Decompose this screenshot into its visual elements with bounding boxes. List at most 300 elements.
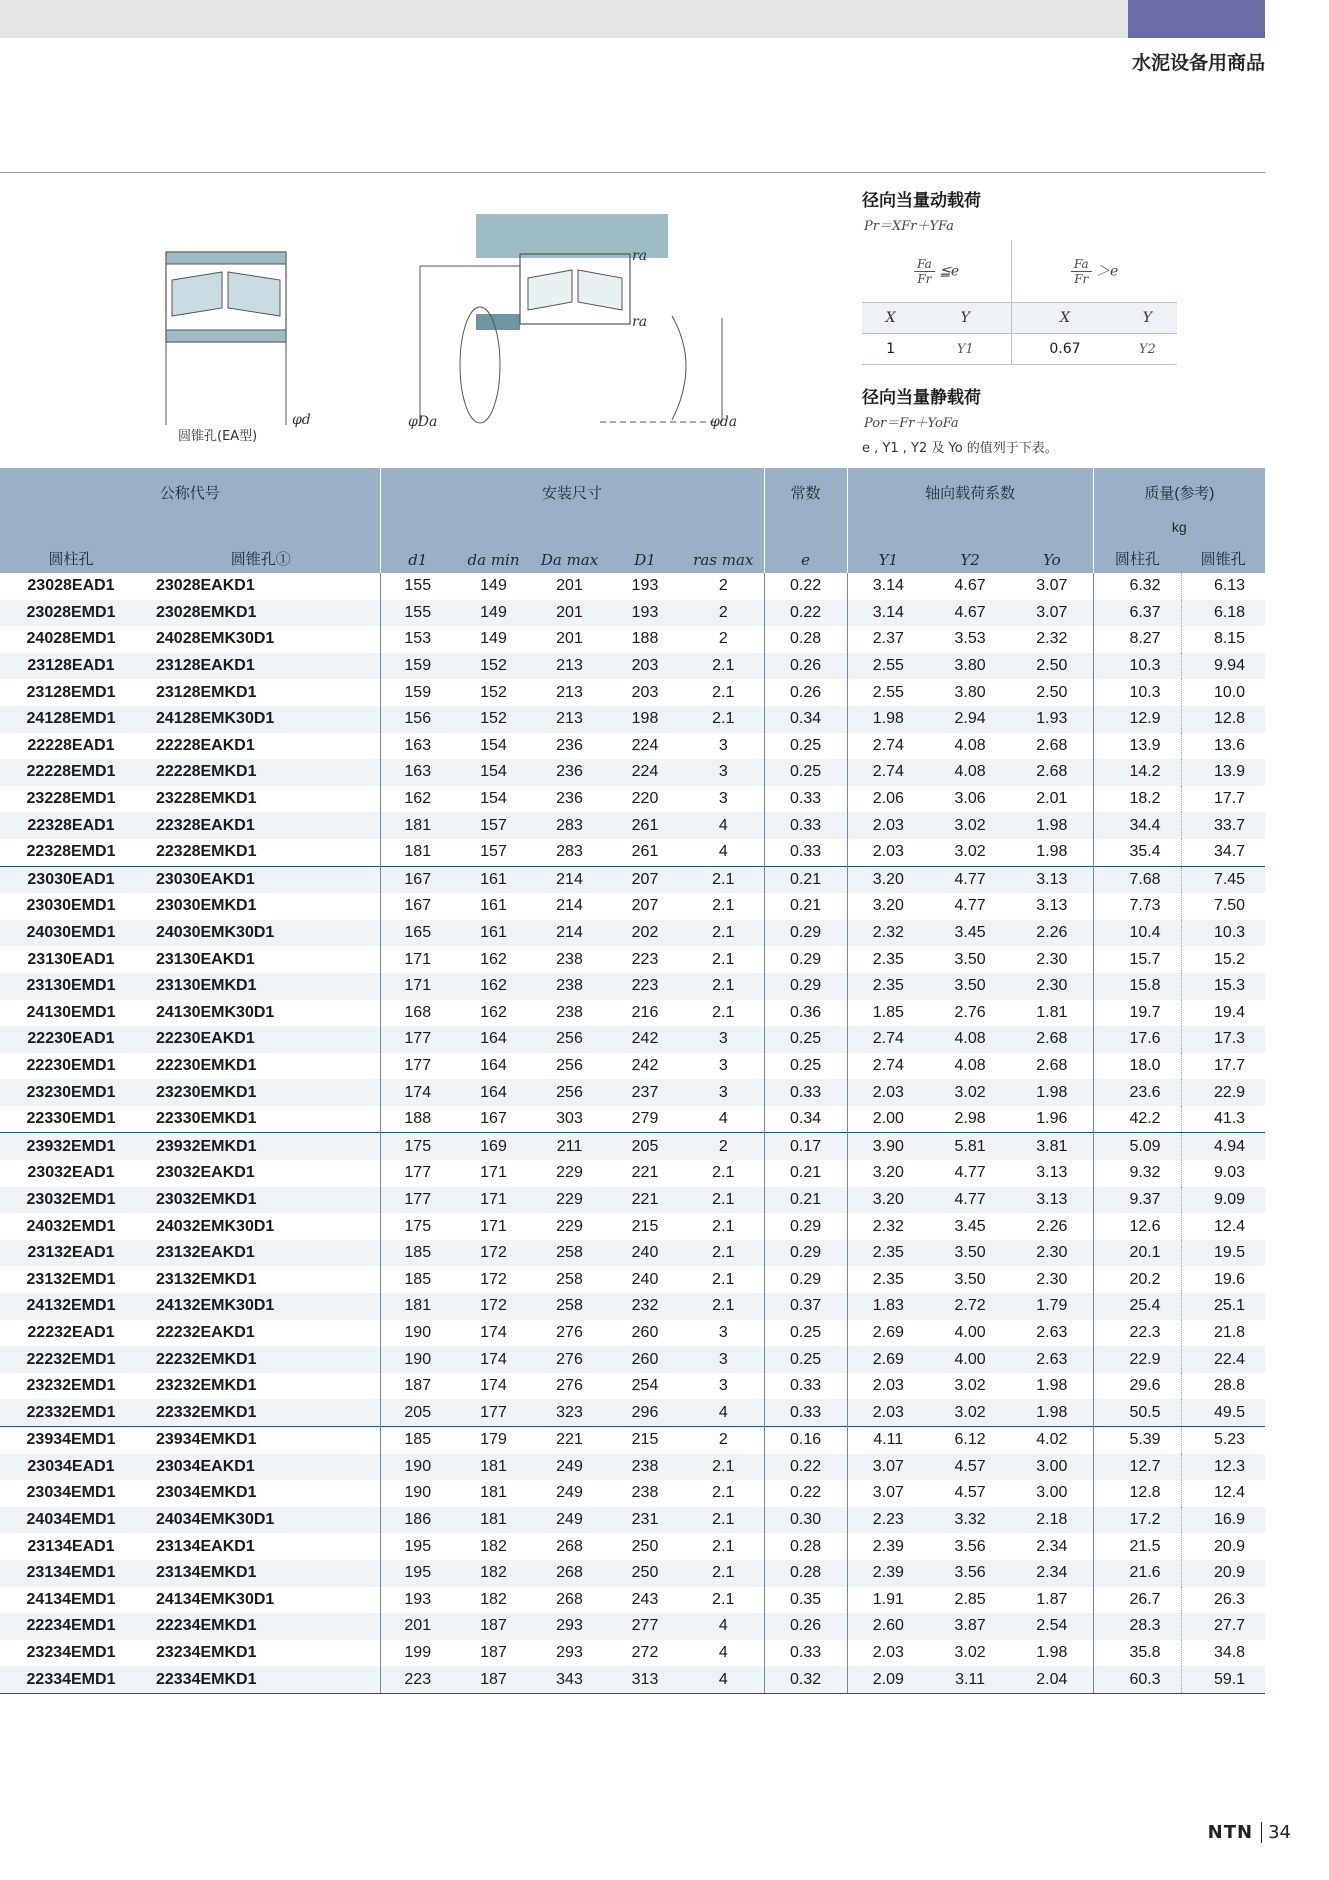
corner-accent xyxy=(1128,0,1265,38)
table-cell: 187 xyxy=(455,1613,532,1640)
table-cell: 23032EMD1 xyxy=(0,1187,142,1214)
table-cell: 22328EAD1 xyxy=(0,812,142,839)
table-cell: 2.1 xyxy=(683,946,764,973)
table-cell: 250 xyxy=(607,1560,683,1587)
table-cell: 22234EMKD1 xyxy=(142,1613,380,1640)
table-cell: 198 xyxy=(607,706,683,733)
table-cell: 3 xyxy=(683,1053,764,1080)
table-cell: 1.85 xyxy=(847,1000,929,1027)
table-cell: 223 xyxy=(607,946,683,973)
table-cell: 2.85 xyxy=(929,1587,1011,1614)
table-cell: 15.8 xyxy=(1093,973,1181,1000)
table-cell: 2.1 xyxy=(683,1240,764,1267)
table-cell: 22228EMD1 xyxy=(0,759,142,786)
col-d1: d1 xyxy=(380,538,455,573)
table-cell: 22.9 xyxy=(1093,1346,1181,1373)
table-body xyxy=(0,573,1265,1693)
table-cell: 22230EAD1 xyxy=(0,1026,142,1053)
table-cell: 3.13 xyxy=(1011,866,1093,893)
table-cell: 171 xyxy=(455,1213,532,1240)
table-cell: 0.33 xyxy=(764,1079,847,1106)
mass-unit: kg xyxy=(1093,516,1265,538)
table-cell: 4.11 xyxy=(847,1427,929,1454)
table-cell: 272 xyxy=(607,1640,683,1667)
table-cell: 22334EMKD1 xyxy=(142,1666,380,1693)
table-row xyxy=(0,1613,1265,1640)
table-cell: 24134EMD1 xyxy=(0,1587,142,1614)
table-cell: 164 xyxy=(455,1026,532,1053)
group-constant: 常数 xyxy=(764,468,847,516)
table-cell: 213 xyxy=(532,653,607,680)
table-cell: 185 xyxy=(380,1266,455,1293)
table-row xyxy=(0,1079,1265,1106)
bearing-drawing-left xyxy=(166,252,286,425)
table-cell: 172 xyxy=(455,1293,532,1320)
table-cell: 4 xyxy=(683,1640,764,1667)
table-cell: 9.03 xyxy=(1181,1160,1265,1187)
table-cell: 4.00 xyxy=(929,1346,1011,1373)
table-cell: 3.32 xyxy=(929,1507,1011,1534)
table-cell: 156 xyxy=(380,706,455,733)
table-cell: 163 xyxy=(380,733,455,760)
table-cell: 19.5 xyxy=(1181,1240,1265,1267)
table-cell: 23030EMD1 xyxy=(0,893,142,920)
table-cell: 221 xyxy=(607,1187,683,1214)
table-cell: 258 xyxy=(532,1240,607,1267)
table-cell: 181 xyxy=(380,1293,455,1320)
table-cell: 13.9 xyxy=(1181,759,1265,786)
table-cell: 2.35 xyxy=(847,1240,929,1267)
table-cell: 0.33 xyxy=(764,839,847,866)
table-cell: 181 xyxy=(455,1507,532,1534)
table-cell: 7.73 xyxy=(1093,893,1181,920)
table-row xyxy=(0,1427,1265,1454)
table-cell: 23132EMD1 xyxy=(0,1266,142,1293)
table-cell: 2 xyxy=(683,1133,764,1160)
table-cell: 3.50 xyxy=(929,946,1011,973)
header-y1: Y xyxy=(919,303,1012,334)
table-cell: 3.50 xyxy=(929,1266,1011,1293)
table-cell: 229 xyxy=(532,1187,607,1214)
table-cell: 0.22 xyxy=(764,573,847,600)
table-cell: 10.3 xyxy=(1093,679,1181,706)
table-cell: 296 xyxy=(607,1399,683,1426)
table-cell: 2.69 xyxy=(847,1346,929,1373)
table-cell: 22230EMD1 xyxy=(0,1053,142,1080)
table-cell: 188 xyxy=(380,1106,455,1133)
table-cell: 171 xyxy=(380,973,455,1000)
col-mass-tapered: 圆锥孔 xyxy=(1181,538,1265,573)
table-cell: 229 xyxy=(532,1213,607,1240)
table-cell: 29.6 xyxy=(1093,1373,1181,1400)
table-cell: 256 xyxy=(532,1053,607,1080)
table-cell: 175 xyxy=(380,1213,455,1240)
table-cell: 221 xyxy=(532,1427,607,1454)
table-cell: 3.20 xyxy=(847,866,929,893)
table-cell: 202 xyxy=(607,920,683,947)
table-cell: 161 xyxy=(455,866,532,893)
table-cell: 34.4 xyxy=(1093,812,1181,839)
table-cell: 171 xyxy=(380,946,455,973)
table-row xyxy=(0,1640,1265,1667)
table-cell: 12.3 xyxy=(1181,1454,1265,1481)
table-cell: 2.39 xyxy=(847,1533,929,1560)
table-cell: 249 xyxy=(532,1480,607,1507)
table-cell: 22234EMD1 xyxy=(0,1613,142,1640)
table-cell: 199 xyxy=(380,1640,455,1667)
table-cell: 0.37 xyxy=(764,1293,847,1320)
table-cell: 5.81 xyxy=(929,1133,1011,1160)
table-cell: 2.32 xyxy=(1011,626,1093,653)
table-cell: 162 xyxy=(455,973,532,1000)
table-cell: 164 xyxy=(455,1053,532,1080)
table-cell: 2.00 xyxy=(847,1106,929,1133)
table-cell: 24028EMD1 xyxy=(0,626,142,653)
table-cell: 293 xyxy=(532,1613,607,1640)
table-cell: 12.8 xyxy=(1181,706,1265,733)
table-cell: 193 xyxy=(607,600,683,627)
table-cell: 22232EAKD1 xyxy=(142,1320,380,1347)
table-cell: 19.6 xyxy=(1181,1266,1265,1293)
table-cell: 283 xyxy=(532,839,607,866)
table-cell: 154 xyxy=(455,759,532,786)
table-cell: 6.37 xyxy=(1093,600,1181,627)
table-cell: 3.02 xyxy=(929,1079,1011,1106)
table-cell: 4.08 xyxy=(929,1053,1011,1080)
table-cell: 240 xyxy=(607,1266,683,1293)
table-cell: 22.4 xyxy=(1181,1346,1265,1373)
header-x1: X xyxy=(862,303,919,334)
table-cell: 238 xyxy=(607,1454,683,1481)
table-cell: 195 xyxy=(380,1560,455,1587)
table-cell: 2.1 xyxy=(683,1560,764,1587)
table-cell: 23132EAD1 xyxy=(0,1240,142,1267)
table-cell: 5.09 xyxy=(1093,1133,1181,1160)
col-da-min: da min xyxy=(455,538,532,573)
table-cell: 1.98 xyxy=(1011,1079,1093,1106)
table-cell: 3 xyxy=(683,1373,764,1400)
table-cell: 243 xyxy=(607,1587,683,1614)
table-cell: 0.33 xyxy=(764,812,847,839)
table-cell: 3.80 xyxy=(929,653,1011,680)
table-cell: 4.77 xyxy=(929,866,1011,893)
table-cell: 17.7 xyxy=(1181,786,1265,813)
table-cell: 238 xyxy=(532,946,607,973)
table-cell: 207 xyxy=(607,893,683,920)
table-cell: 3 xyxy=(683,786,764,813)
table-row xyxy=(0,1213,1265,1240)
static-load-note: e , Y1 , Y2 及 Yo 的值列于下表。 xyxy=(862,441,1058,456)
table-cell: 205 xyxy=(380,1399,455,1426)
table-cell: 3.13 xyxy=(1011,1187,1093,1214)
col-Yo: Yo xyxy=(1011,538,1093,573)
table-cell: 163 xyxy=(380,759,455,786)
table-cell: 22232EAD1 xyxy=(0,1320,142,1347)
table-cell: 213 xyxy=(532,706,607,733)
col-cylindrical-bore: 圆柱孔 xyxy=(0,538,142,573)
table-cell: 159 xyxy=(380,653,455,680)
table-cell: 15.2 xyxy=(1181,946,1265,973)
table-cell: 0.21 xyxy=(764,1160,847,1187)
table-cell: 1.98 xyxy=(1011,1373,1093,1400)
table-cell: 12.4 xyxy=(1181,1213,1265,1240)
table-cell: 2.1 xyxy=(683,1533,764,1560)
table-cell: 3.20 xyxy=(847,1160,929,1187)
table-cell: 0.26 xyxy=(764,1613,847,1640)
condition-gt-e-text: ＞e xyxy=(1096,263,1119,279)
table-cell: 2.32 xyxy=(847,1213,929,1240)
table-cell: 2.1 xyxy=(683,1293,764,1320)
symbol-ra-2: ra xyxy=(632,314,648,330)
table-cell: 18.2 xyxy=(1093,786,1181,813)
table-cell: 10.4 xyxy=(1093,920,1181,947)
table-cell: 23128EAKD1 xyxy=(142,653,380,680)
table-cell: 0.33 xyxy=(764,1399,847,1426)
table-cell: 0.25 xyxy=(764,1346,847,1373)
table-cell: 3.45 xyxy=(929,1213,1011,1240)
table-cell: 2.03 xyxy=(847,1640,929,1667)
table-cell: 3.14 xyxy=(847,573,929,600)
table-cell: 28.3 xyxy=(1093,1613,1181,1640)
table-row xyxy=(0,786,1265,813)
table-cell: 195 xyxy=(380,1533,455,1560)
table-cell: 23932EMD1 xyxy=(0,1133,142,1160)
table-cell: 3.13 xyxy=(1011,893,1093,920)
table-cell: 23232EMD1 xyxy=(0,1373,142,1400)
table-cell: 2.34 xyxy=(1011,1560,1093,1587)
table-cell: 12.4 xyxy=(1181,1480,1265,1507)
table-cell: 236 xyxy=(532,733,607,760)
table-cell: 211 xyxy=(532,1133,607,1160)
table-cell: 35.8 xyxy=(1093,1640,1181,1667)
table-cell: 22330EMKD1 xyxy=(142,1106,380,1133)
table-cell: 23228EMD1 xyxy=(0,786,142,813)
table-cell: 237 xyxy=(607,1079,683,1106)
table-cell: 2.68 xyxy=(1011,1053,1093,1080)
top-bar xyxy=(0,0,1265,38)
table-cell: 0.17 xyxy=(764,1133,847,1160)
table-cell: 2.68 xyxy=(1011,759,1093,786)
table-cell: 188 xyxy=(607,626,683,653)
table-cell: 2.18 xyxy=(1011,1507,1093,1534)
table-cell: 35.4 xyxy=(1093,839,1181,866)
table-cell: 221 xyxy=(607,1160,683,1187)
table-row xyxy=(0,1293,1265,1320)
table-cell: 20.2 xyxy=(1093,1266,1181,1293)
table-cell: 2.63 xyxy=(1011,1346,1093,1373)
table-cell: 177 xyxy=(380,1053,455,1080)
table-cell: 4 xyxy=(683,839,764,866)
table-cell: 4 xyxy=(683,1613,764,1640)
table-cell: 0.25 xyxy=(764,759,847,786)
table-cell: 22334EMD1 xyxy=(0,1666,142,1693)
table-cell: 203 xyxy=(607,679,683,706)
table-cell: 268 xyxy=(532,1587,607,1614)
table-cell: 2.30 xyxy=(1011,1266,1093,1293)
table-cell: 283 xyxy=(532,812,607,839)
table-cell: 24028EMK30D1 xyxy=(142,626,380,653)
table-cell: 258 xyxy=(532,1266,607,1293)
table-cell: 0.28 xyxy=(764,1533,847,1560)
col-tapered-bore: 圆锥孔① xyxy=(142,538,380,573)
table-cell: 6.18 xyxy=(1181,600,1265,627)
symbol-ra-1: ra xyxy=(632,248,648,264)
header-x2: X xyxy=(1012,303,1118,334)
table-cell: 2.1 xyxy=(683,920,764,947)
table-cell: 23032EAD1 xyxy=(0,1160,142,1187)
table-cell: 216 xyxy=(607,1000,683,1027)
table-cell: 0.28 xyxy=(764,1560,847,1587)
table-cell: 162 xyxy=(455,946,532,973)
table-cell: 193 xyxy=(607,573,683,600)
table-cell: 171 xyxy=(455,1187,532,1214)
table-cell: 279 xyxy=(607,1106,683,1133)
table-row xyxy=(0,1026,1265,1053)
table-cell: 4.77 xyxy=(929,1187,1011,1214)
table-cell: 242 xyxy=(607,1053,683,1080)
table-cell: 236 xyxy=(532,759,607,786)
table-cell: 190 xyxy=(380,1454,455,1481)
table-cell: 3.53 xyxy=(929,626,1011,653)
table-cell: 0.22 xyxy=(764,1480,847,1507)
table-cell: 2.68 xyxy=(1011,1026,1093,1053)
table-cell: 260 xyxy=(607,1346,683,1373)
table-cell: 23130EAD1 xyxy=(0,946,142,973)
group-mass: 质量(参考) xyxy=(1093,468,1265,516)
table-cell: 201 xyxy=(532,600,607,627)
table-cell: 23.6 xyxy=(1093,1079,1181,1106)
table-cell: 214 xyxy=(532,893,607,920)
table-cell: 49.5 xyxy=(1181,1399,1265,1426)
table-cell: 2.74 xyxy=(847,733,929,760)
table-cell: 27.7 xyxy=(1181,1613,1265,1640)
table-cell: 24030EMD1 xyxy=(0,920,142,947)
table-cell: 33.7 xyxy=(1181,812,1265,839)
table-cell: 2.94 xyxy=(929,706,1011,733)
table-cell: 23134EAKD1 xyxy=(142,1533,380,1560)
table-cell: 167 xyxy=(380,866,455,893)
table-cell: 1.79 xyxy=(1011,1293,1093,1320)
table-cell: 0.29 xyxy=(764,1266,847,1293)
table-cell: 24032EMD1 xyxy=(0,1213,142,1240)
table-cell: 22330EMD1 xyxy=(0,1106,142,1133)
table-cell: 258 xyxy=(532,1293,607,1320)
table-cell: 8.15 xyxy=(1181,626,1265,653)
table-cell: 256 xyxy=(532,1026,607,1053)
table-cell: 232 xyxy=(607,1293,683,1320)
table-cell: 0.28 xyxy=(764,626,847,653)
table-cell: 250 xyxy=(607,1533,683,1560)
table-cell: 17.7 xyxy=(1181,1053,1265,1080)
table-cell: 177 xyxy=(380,1026,455,1053)
table-cell: 2.1 xyxy=(683,866,764,893)
table-cell: 2.50 xyxy=(1011,653,1093,680)
table-cell: 3.07 xyxy=(1011,573,1093,600)
table-cell: 18.0 xyxy=(1093,1053,1181,1080)
table-cell: 4.08 xyxy=(929,1026,1011,1053)
col-e: e xyxy=(764,538,847,573)
table-cell: 24032EMK30D1 xyxy=(142,1213,380,1240)
symbol-Da: φDa xyxy=(408,414,438,430)
table-cell: 6.32 xyxy=(1093,573,1181,600)
table-cell: 159 xyxy=(380,679,455,706)
table-cell: 2.32 xyxy=(847,920,929,947)
table-cell: 2.1 xyxy=(683,1507,764,1534)
table-cell: 25.4 xyxy=(1093,1293,1181,1320)
table-cell: 3.81 xyxy=(1011,1133,1093,1160)
table-cell: 0.21 xyxy=(764,866,847,893)
table-cell: 0.25 xyxy=(764,733,847,760)
table-cell: 185 xyxy=(380,1427,455,1454)
table-cell: 22328EMKD1 xyxy=(142,839,380,866)
col-Da-max: Da max xyxy=(532,538,607,573)
table-cell: 1.87 xyxy=(1011,1587,1093,1614)
table-cell: 22332EMKD1 xyxy=(142,1399,380,1426)
brand-logo: NTN xyxy=(1208,1822,1262,1843)
table-cell: 60.3 xyxy=(1093,1666,1181,1693)
table-cell: 23134EAD1 xyxy=(0,1533,142,1560)
left-caption: 圆锥孔(EA型) xyxy=(178,429,258,444)
table-cell: 24034EMK30D1 xyxy=(142,1507,380,1534)
table-cell: 2 xyxy=(683,626,764,653)
table-cell: 2.26 xyxy=(1011,1213,1093,1240)
table-cell: 187 xyxy=(455,1640,532,1667)
table-cell: 0.34 xyxy=(764,706,847,733)
table-cell: 0.30 xyxy=(764,1507,847,1534)
table-row xyxy=(0,1454,1265,1481)
table-cell: 59.1 xyxy=(1181,1666,1265,1693)
table-cell: 2.63 xyxy=(1011,1320,1093,1347)
table-cell: 23032EMKD1 xyxy=(142,1187,380,1214)
table-cell: 17.3 xyxy=(1181,1026,1265,1053)
table-cell: 231 xyxy=(607,1507,683,1534)
table-cell: 149 xyxy=(455,600,532,627)
table-cell: 2.1 xyxy=(683,679,764,706)
table-cell: 3.02 xyxy=(929,1399,1011,1426)
value-y1: Y1 xyxy=(919,334,1012,365)
table-cell: 153 xyxy=(380,626,455,653)
table-cell: 186 xyxy=(380,1507,455,1534)
table-cell: 157 xyxy=(455,812,532,839)
table-cell: 10.3 xyxy=(1093,653,1181,680)
table-cell: 277 xyxy=(607,1613,683,1640)
ratio-fraction: $\frac{Fa}{Fr}$ xyxy=(1071,257,1092,286)
table-cell: 21.8 xyxy=(1181,1320,1265,1347)
table-cell: 2.01 xyxy=(1011,786,1093,813)
table-cell: 2.60 xyxy=(847,1613,929,1640)
table-cell: 181 xyxy=(455,1454,532,1481)
table-cell: 22232EMD1 xyxy=(0,1346,142,1373)
table-cell: 2.50 xyxy=(1011,679,1093,706)
table-cell: 181 xyxy=(380,839,455,866)
table-cell: 4.00 xyxy=(929,1320,1011,1347)
table-cell: 1.83 xyxy=(847,1293,929,1320)
table-cell: 261 xyxy=(607,839,683,866)
table-cell: 3.06 xyxy=(929,786,1011,813)
table-cell: 2.35 xyxy=(847,946,929,973)
table-cell: 23234EMD1 xyxy=(0,1640,142,1667)
table-cell: 190 xyxy=(380,1346,455,1373)
table-cell: 24128EMD1 xyxy=(0,706,142,733)
table-cell: 6.12 xyxy=(929,1427,1011,1454)
table-cell: 2.1 xyxy=(683,1213,764,1240)
table-cell: 0.16 xyxy=(764,1427,847,1454)
table-row xyxy=(0,1507,1265,1534)
table-cell: 41.3 xyxy=(1181,1106,1265,1133)
table-cell: 224 xyxy=(607,733,683,760)
table-cell: 0.22 xyxy=(764,1454,847,1481)
table-row xyxy=(0,1587,1265,1614)
